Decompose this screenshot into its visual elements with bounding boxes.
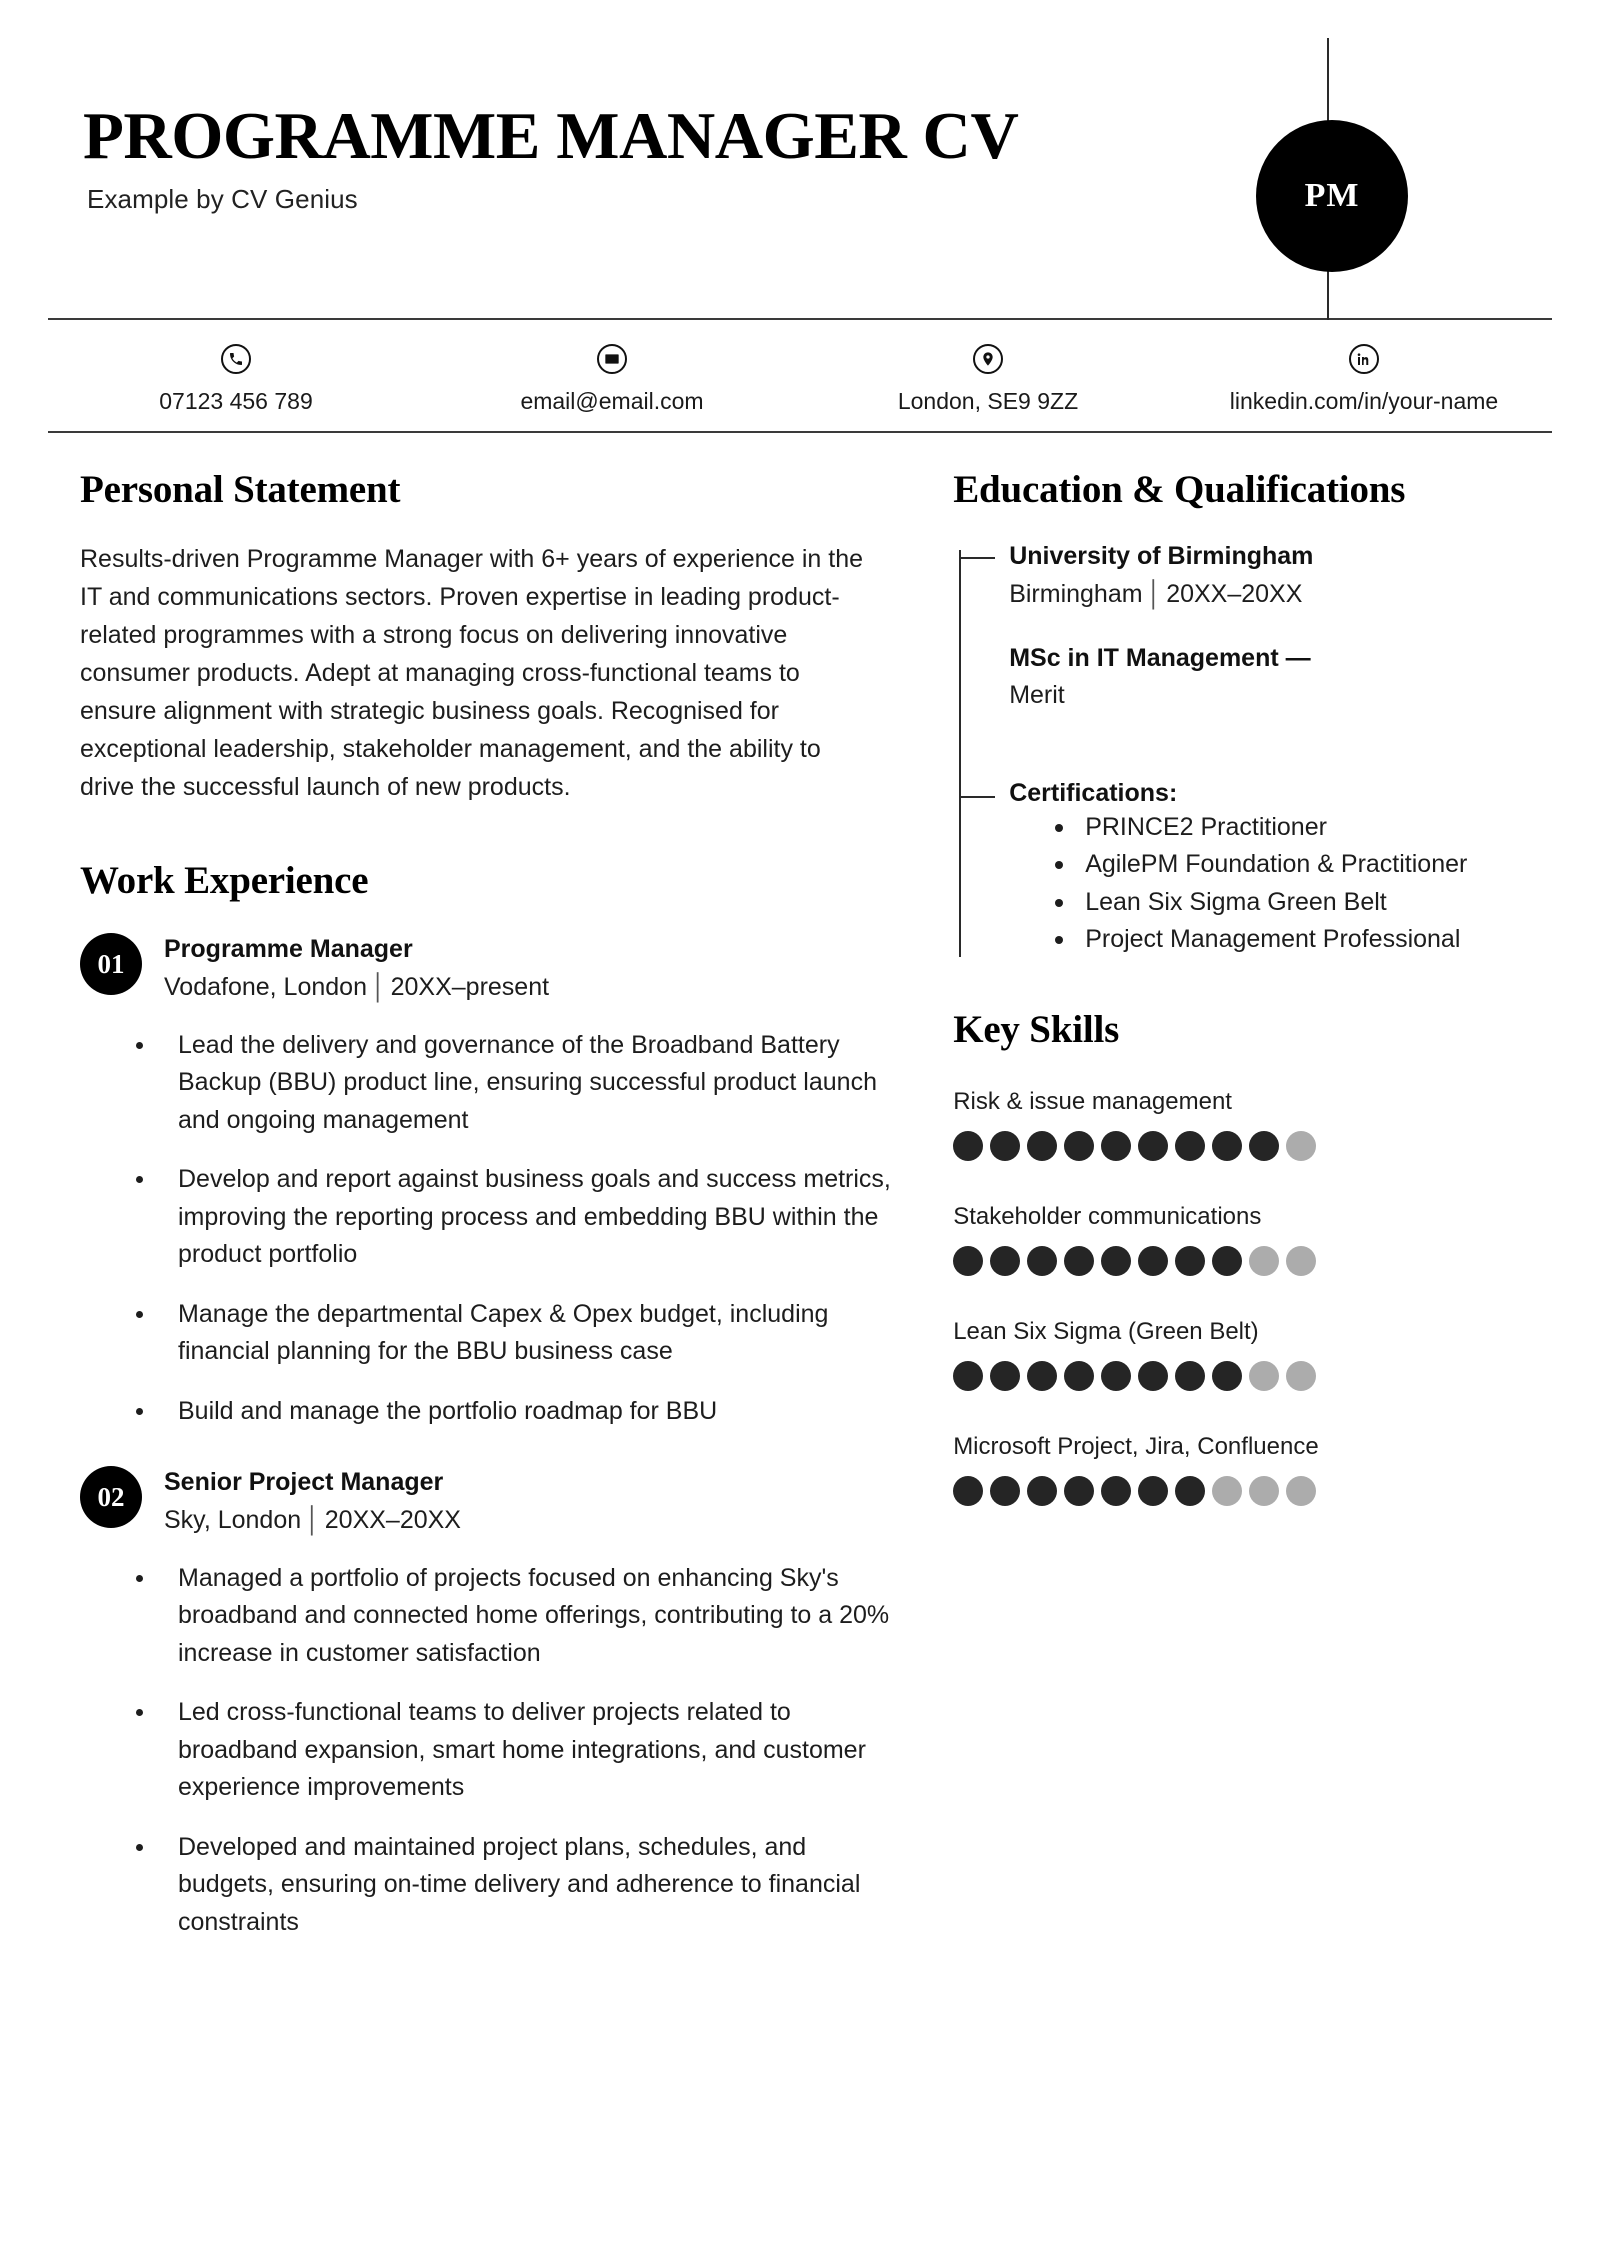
section-title-key-skills: Key Skills xyxy=(953,1007,1120,1051)
list-item: Build and manage the portfolio roadmap for BBU xyxy=(126,1393,905,1431)
spacer xyxy=(80,810,905,858)
skill-dot-filled xyxy=(1027,1476,1057,1506)
education-grade: Merit xyxy=(1009,680,1065,709)
skill-rating-dots xyxy=(953,1131,1552,1161)
job-meta-separator: │ xyxy=(305,1505,321,1534)
job-meta-separator: │ xyxy=(370,972,387,1001)
skill-dot-filled xyxy=(1064,1361,1094,1391)
list-item: Lead the delivery and governance of the Broadband Battery Backup (BBU) product line, ensuring successful product launch and ongoing management xyxy=(126,1027,905,1140)
skill-dot-empty xyxy=(1249,1361,1279,1391)
education-degree: MSc in IT Management — xyxy=(1009,643,1311,672)
phone-icon xyxy=(221,344,251,374)
section-title-work-experience: Work Experience xyxy=(80,859,369,902)
skill-label: Stakeholder communications xyxy=(953,1202,1262,1230)
list-item: Manage the departmental Capex & Opex budget, including financial planning for the BBU business case xyxy=(126,1296,905,1371)
job-dates: 20XX–20XX xyxy=(324,1505,461,1534)
section-title-education: Education & Qualifications xyxy=(953,468,1406,511)
education-meta xyxy=(1009,577,1552,612)
education-institution: University of Birmingham xyxy=(1009,542,1314,570)
list-item: Develop and report against business goals and success metrics, improving the reporting process and embedding BBU within the product portfolio xyxy=(126,1161,905,1274)
skill-dot-filled xyxy=(990,1246,1020,1276)
job-entry xyxy=(80,1464,905,1941)
skill-item xyxy=(953,1316,1552,1391)
skill-item xyxy=(953,1201,1552,1276)
job-dates: 20XX–present xyxy=(390,972,550,1001)
skill-dot-empty xyxy=(1249,1476,1279,1506)
education-timeline xyxy=(953,540,1552,957)
skill-dot-filled xyxy=(1101,1246,1131,1276)
spacer xyxy=(953,965,1552,1007)
email-icon xyxy=(597,344,627,374)
job-bullets xyxy=(80,1027,905,1431)
job-number-badge: 02 xyxy=(80,1466,142,1528)
skill-dot-filled xyxy=(953,1476,983,1506)
skill-dot-filled xyxy=(1212,1361,1242,1391)
certifications-list xyxy=(1009,810,1552,957)
linkedin-icon xyxy=(1349,344,1379,374)
skill-dot-filled xyxy=(1064,1246,1094,1276)
contact-item-linkedin[interactable] xyxy=(1176,344,1552,415)
key-skills-list xyxy=(953,1086,1552,1507)
job-bullets xyxy=(80,1560,905,1942)
location-icon xyxy=(973,344,1003,374)
contact-email-text: email@email.com xyxy=(520,388,704,414)
skill-dot-empty xyxy=(1286,1131,1316,1161)
skill-dot-filled xyxy=(1175,1246,1205,1276)
job-meta xyxy=(164,1503,461,1538)
skill-item xyxy=(953,1431,1552,1506)
contact-location-text: London, SE9 9ZZ xyxy=(897,388,1079,414)
job-number-badge: 01 xyxy=(80,933,142,995)
right-column xyxy=(945,467,1552,1975)
page-title: PROGRAMME MANAGER CV xyxy=(83,99,1019,173)
skill-dot-filled xyxy=(1101,1131,1131,1161)
contact-linkedin-text: linkedin.com/in/your-name xyxy=(1229,388,1499,414)
education-location: Birmingham xyxy=(1009,579,1143,608)
skill-dot-filled xyxy=(1175,1131,1205,1161)
contact-phone-text: 07123 456 789 xyxy=(159,388,313,414)
skill-dot-filled xyxy=(1064,1476,1094,1506)
skill-dot-filled xyxy=(1249,1131,1279,1161)
section-title-personal-statement: Personal Statement xyxy=(80,468,401,511)
job-header xyxy=(80,1464,905,1538)
skill-dot-filled xyxy=(1175,1361,1205,1391)
job-title: Programme Manager xyxy=(164,935,413,963)
certifications-entry xyxy=(1009,779,1552,957)
education-meta-separator: │ xyxy=(1146,579,1163,608)
list-item: Managed a portfolio of projects focused on enhancing Sky's broadband and connected home offerings, contributing to a 20% increase in customer satisfaction xyxy=(126,1560,905,1673)
skill-dot-filled xyxy=(990,1361,1020,1391)
list-item: Project Management Professional xyxy=(1047,922,1552,957)
skill-item xyxy=(953,1086,1552,1161)
skill-dot-filled xyxy=(1138,1476,1168,1506)
skill-dot-empty xyxy=(1286,1246,1316,1276)
skill-dot-filled xyxy=(990,1131,1020,1161)
contact-item-location[interactable] xyxy=(800,344,1176,415)
left-column xyxy=(48,467,945,1975)
skill-dot-filled xyxy=(1027,1131,1057,1161)
skill-dot-empty xyxy=(1286,1476,1316,1506)
certifications-heading: Certifications: xyxy=(1009,778,1178,807)
education-timeline-line xyxy=(959,550,961,957)
list-item: Developed and maintained project plans, schedules, and budgets, ensuring on-time delivery and adherence to financial constraints xyxy=(126,1829,905,1942)
job-entry xyxy=(80,931,905,1430)
skill-dot-filled xyxy=(953,1246,983,1276)
skill-dot-filled xyxy=(1101,1476,1131,1506)
page-subtitle: Example by CV Genius xyxy=(87,184,358,214)
skill-dot-filled xyxy=(953,1131,983,1161)
personal-statement-body: Results-driven Programme Manager with 6+ years of experience in the IT and communications sectors. Proven expertise in leading product-related programmes with a strong focus on delivering innovative consumer products. Adept at managing cross-functional teams to ensure alignment with strategic business goals. Recognised for exceptional leadership, stakeholder management, and the ability to drive the successful launch of new products. xyxy=(80,545,864,801)
skill-dot-empty xyxy=(1286,1361,1316,1391)
skill-rating-dots xyxy=(953,1476,1552,1506)
cv-header xyxy=(0,0,1600,318)
skill-label: Lean Six Sigma (Green Belt) xyxy=(953,1317,1259,1345)
skill-dot-filled xyxy=(953,1361,983,1391)
job-title: Senior Project Manager xyxy=(164,1468,444,1496)
education-entry xyxy=(1009,540,1552,612)
cv-body xyxy=(0,433,1600,1975)
skill-dot-filled xyxy=(1138,1361,1168,1391)
education-degree-entry xyxy=(1009,642,1552,713)
list-item: Led cross-functional teams to deliver projects related to broadband expansion, smart home integrations, and customer experience improvements xyxy=(126,1694,905,1807)
job-meta xyxy=(164,970,549,1005)
skill-rating-dots xyxy=(953,1246,1552,1276)
skill-dot-filled xyxy=(1212,1246,1242,1276)
skill-dot-filled xyxy=(1101,1361,1131,1391)
initials-badge: PM xyxy=(1256,120,1408,272)
contact-item-email[interactable] xyxy=(424,344,800,415)
skill-dot-filled xyxy=(1175,1476,1205,1506)
skill-dot-empty xyxy=(1249,1246,1279,1276)
skill-dot-empty xyxy=(1212,1476,1242,1506)
contact-item-phone[interactable] xyxy=(48,344,424,415)
skill-dot-filled xyxy=(1138,1131,1168,1161)
skill-label: Risk & issue management xyxy=(953,1087,1232,1115)
job-company: Vodafone, London xyxy=(164,972,367,1001)
skill-dot-filled xyxy=(1138,1246,1168,1276)
list-item: Lean Six Sigma Green Belt xyxy=(1047,885,1552,920)
skill-dot-filled xyxy=(990,1476,1020,1506)
list-item: AgilePM Foundation & Practitioner xyxy=(1047,847,1552,882)
skill-dot-filled xyxy=(1064,1131,1094,1161)
job-company: Sky, London xyxy=(164,1505,302,1534)
job-header xyxy=(80,931,905,1005)
list-item: PRINCE2 Practitioner xyxy=(1047,810,1552,845)
skill-rating-dots xyxy=(953,1361,1552,1391)
skill-dot-filled xyxy=(1212,1131,1242,1161)
education-dates: 20XX–20XX xyxy=(1166,579,1303,608)
contact-bar xyxy=(48,320,1552,431)
skill-label: Microsoft Project, Jira, Confluence xyxy=(953,1433,1319,1461)
skill-dot-filled xyxy=(1027,1361,1057,1391)
skill-dot-filled xyxy=(1027,1246,1057,1276)
